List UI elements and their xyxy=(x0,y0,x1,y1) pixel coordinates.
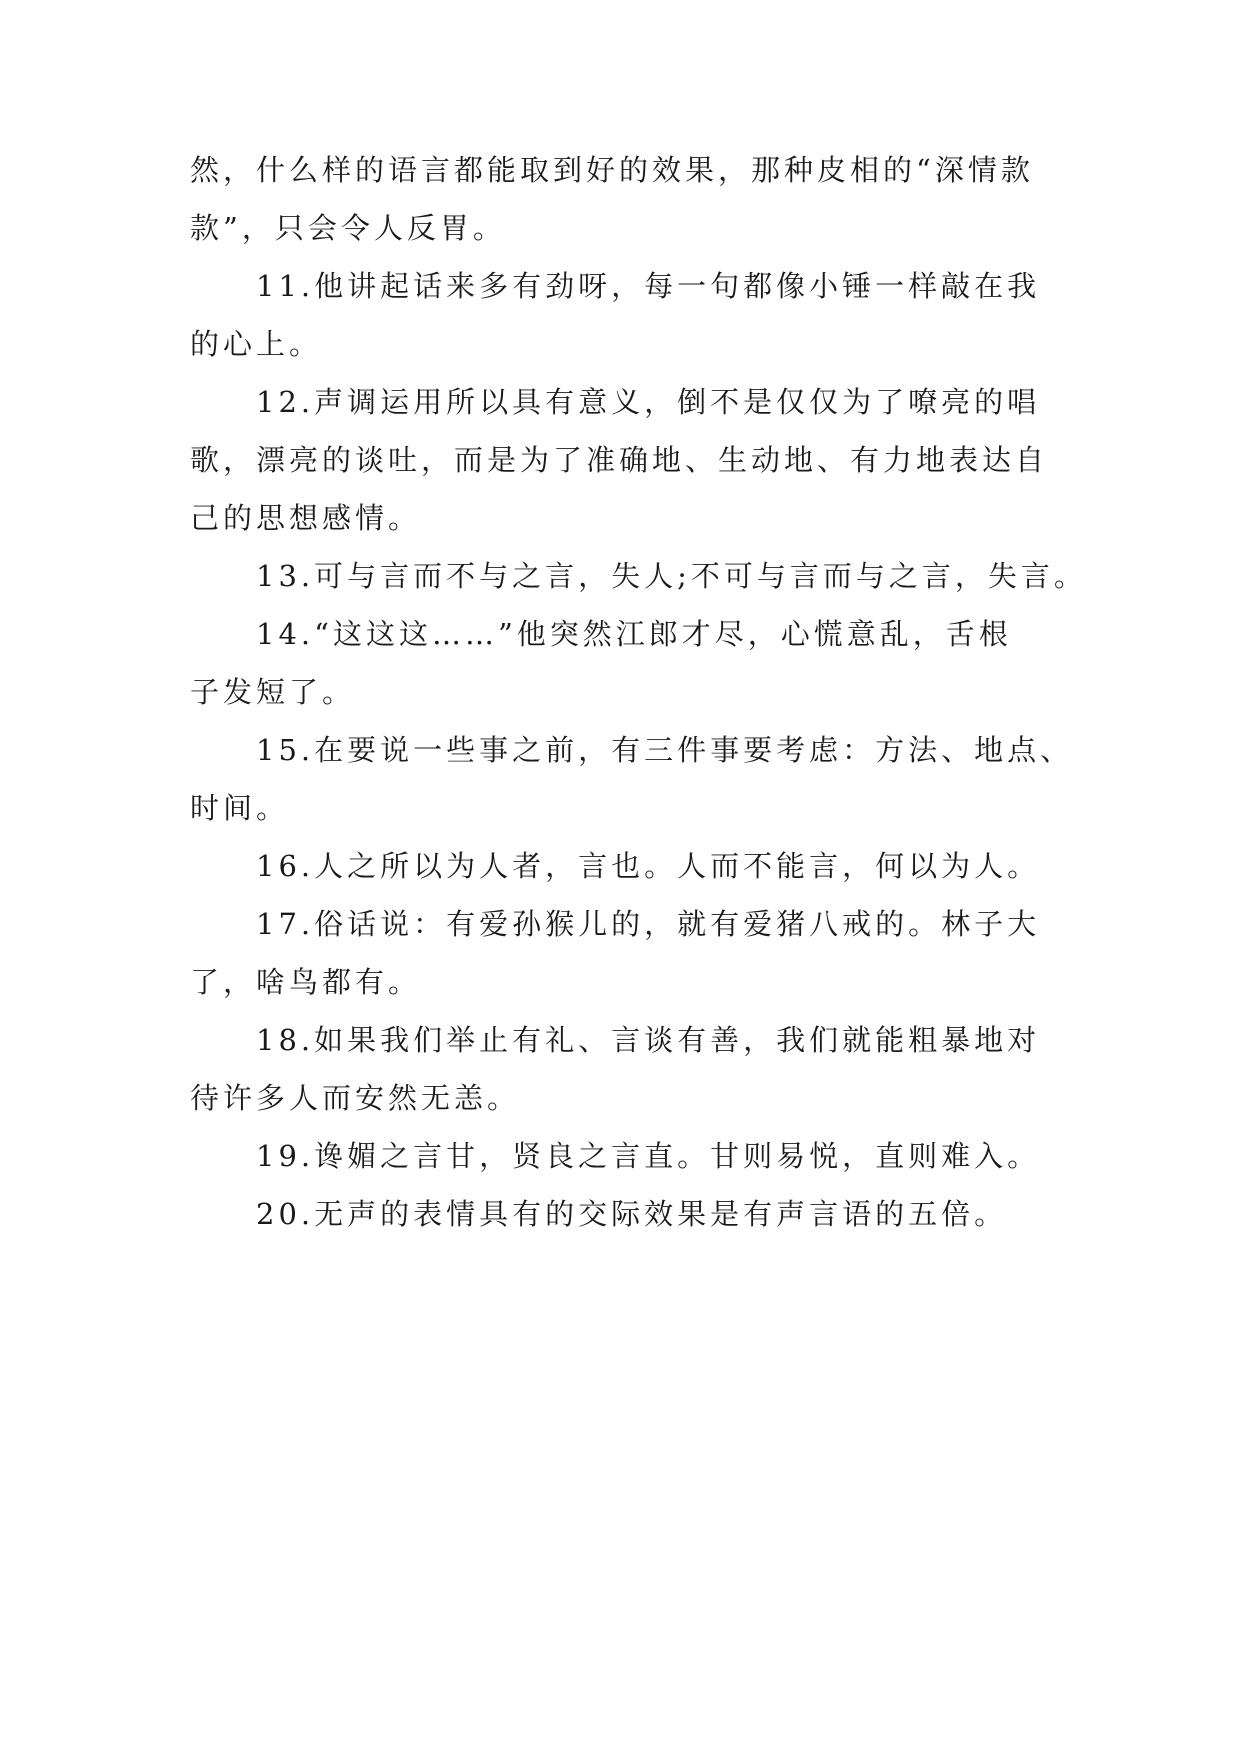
quote-17: 17.俗话说：有爱孙猴儿的，就有爱猪八戒的。林子大 xyxy=(256,907,1041,941)
quote-13: 13.可与言而不与之言，失人;不可与言而与之言，失言。 xyxy=(256,559,1087,593)
text-line: 歌，漂亮的谈吐，而是为了准确地、生动地、有力地表达自 xyxy=(190,443,1049,477)
quote-12: 12.声调运用所以具有意义，倒不是仅仅为了嘹亮的唱 xyxy=(256,385,1041,419)
text-line: 的心上。 xyxy=(190,327,323,361)
text-line: 然，什么样的语言都能取到好的效果，那种皮相的“深情款 xyxy=(190,153,1034,187)
text-line: 了，啥鸟都有。 xyxy=(190,965,422,999)
text-line: 时间。 xyxy=(190,791,290,825)
quote-15: 15.在要说一些事之前，有三件事要考虑：方法、地点、 xyxy=(256,733,1074,767)
text-line: 子发短了。 xyxy=(190,675,356,709)
text-line: 款”，只会令人反胃。 xyxy=(190,211,506,245)
quote-20: 20.无声的表情具有的交际效果是有声言语的五倍。 xyxy=(256,1197,1008,1231)
text-line: 己的思想感情。 xyxy=(190,501,422,535)
text-line: 待许多人而安然无恙。 xyxy=(190,1081,521,1115)
quote-14: 14.“这这这……”他突然江郎才尽，心慌意乱，舌根 xyxy=(256,617,1012,651)
quote-19: 19.谗媚之言甘，贤良之言直。甘则易悦，直则难入。 xyxy=(256,1139,1041,1173)
quote-18: 18.如果我们举止有礼、言谈有善，我们就能粗暴地对 xyxy=(256,1023,1041,1057)
quote-11: 11.他讲起话来多有劲呀，每一句都像小锤一样敲在我 xyxy=(256,269,1041,303)
quote-16: 16.人之所以为人者，言也。人而不能言，何以为人。 xyxy=(256,849,1041,883)
